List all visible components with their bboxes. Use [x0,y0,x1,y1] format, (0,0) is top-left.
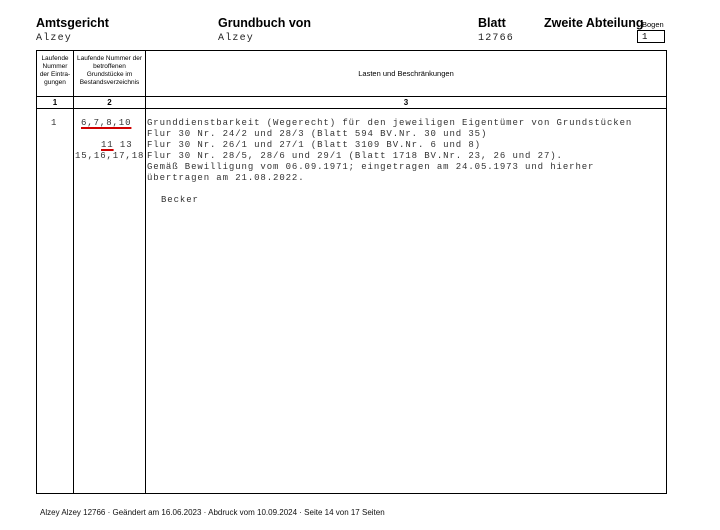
col2-header: Laufende Nummer der betroffenen Grundstücke im Bestandsverzeichnis [76,55,143,86]
parcel-line-struck: 6,7,8,10 [81,118,132,128]
parcel-struck: 11 [101,140,114,150]
blatt-value: 12766 [478,33,515,44]
col1-header: Laufende Nummer der Eintra-gungen [39,55,71,86]
blatt-label: Blatt [478,16,506,30]
parcel-line: 13 [113,140,133,150]
court-value: Alzey [36,33,73,44]
lasten-line: Flur 30 Nr. 24/2 und 28/3 (Blatt 594 BV.Nr. 30 und 35) [147,129,488,139]
grundbuch-label: Grundbuch von [218,16,312,30]
section-title: Zweite Abteilung [544,16,644,30]
parcel-line: 15,16,17,18 [75,151,145,161]
column-divider [145,51,146,493]
signature: Becker [161,195,199,205]
lasten-line: übertragen am 21.08.2022. [147,173,305,183]
bogen-value: 1 [637,30,665,43]
court-label: Amtsgericht [36,16,109,30]
page-footer: Alzey Alzey 12766 · Geändert am 16.06.2023 · Abdruck vom 10.09.2024 · Seite 14 von 17 Seiten [40,508,385,517]
col3-number: 3 [403,98,409,107]
parcel-list [75,118,145,162]
lasten-line: Flur 30 Nr. 28/5, 28/6 und 29/1 (Blatt 1718 BV.Nr. 23, 26 und 27). [147,151,563,161]
bogen-label: Bogen [642,20,664,29]
col2-number: 2 [107,98,112,107]
entry-number: 1 [51,118,58,128]
col3-header: Lasten und Beschränkungen [358,69,454,78]
lasten-text [147,118,662,206]
lasten-line: Flur 30 Nr. 26/1 und 27/1 (Blatt 3109 BV.Nr. 6 und 8) [147,140,481,150]
lasten-line: Gemäß Bewilligung vom 06.09.1971; eingetragen am 24.05.1973 und hierher [147,162,595,172]
entries-table [36,50,667,494]
col1-number: 1 [52,98,58,107]
column-divider [73,51,74,493]
lasten-line: Grunddienstbarkeit (Wegerecht) für den jeweiligen Eigentümer von Grundstücken [147,118,633,128]
grundbuch-value: Alzey [218,33,255,44]
